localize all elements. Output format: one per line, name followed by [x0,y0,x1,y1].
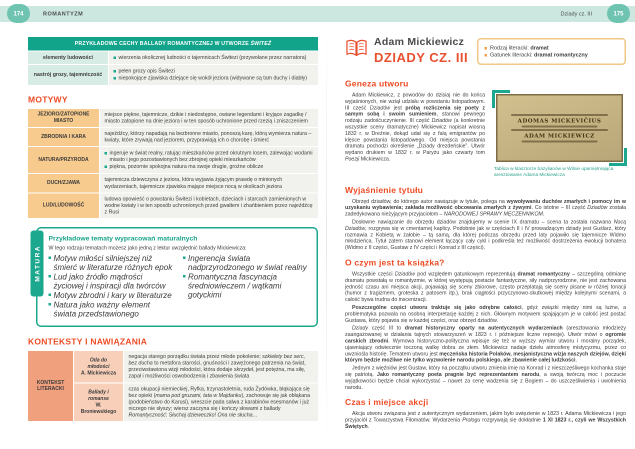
matura-topics [49,254,309,320]
author-name: Adam Mickiewicz [374,36,465,48]
plaque-engraving-line [511,129,608,131]
paragraph: Akcja utworu związana jest z autentycznym wydarzeniem, jakim było uwięzienie w 1823 r. Adama Mickiewicza i jego przyjaciół z Towarzystwa Filomatów. Wydarzenia Prologu rozgrywają się dokładnie 1 XI 1823 r., czyli we Wszystkich Świętych. [345,410,626,430]
matura-intro: W tego rodzaju tematach możesz jako jedną z lektur uwzględnić ballady Mickiewicza: [48,245,247,251]
section-label-left: ROMANTYZM [43,11,84,17]
section-heading: Wyjaśnienie tytułu [345,185,424,195]
bullet-icon [114,70,117,73]
paragraph: Wszystkie części Dziadów pod względem gatunkowym reprezentują dramat romantyczny – szczególną odmianę dramatu powstałą w romantyzmie, w której występują postacie fantastyczne, siły nadprzyrodzone, nie jest zachowana jedność czasu ani miejsca akcji, pojawiają się sceny zbiorowe, często przeplatają się sceny pisane w różnej tonacji (humor z tragizmem, groteska z patosem itp.), brak ciągłości przyczynowo-skutkowej między kolejnymi scenami, a całość bywa trudna do inscenizacji. [345,271,626,303]
figure [493,92,626,178]
info-value: dramat romantyczny [534,52,588,58]
page-gutter [326,22,327,449]
memorial-plaque-image [496,94,623,162]
table-row-value [109,52,318,65]
page-number-left: 174 [7,4,30,23]
section-czas [345,398,626,430]
motifs-heading: MOTYWY [28,94,68,105]
bullet-icon [114,57,117,60]
info-label: Gatunek literacki: [490,52,535,58]
topic-text: Ingerencja świata nadprzyrodzonego w świat realny [188,254,307,272]
motif-text [100,147,318,173]
matura-tab [31,231,44,297]
work-header [345,35,626,72]
work-title: DZIADY CZ. III [374,50,469,65]
section-tytul [345,185,626,251]
ballad-features-table [28,37,318,85]
topic-text: Lud jako źródło mądrości życiowej i inspiracji dla twórców [53,273,166,291]
section-label-right: Dziady cz. III [560,11,592,17]
plaque-engraving-line [522,125,598,127]
bullet-text: niepokojące zjawiska dziejące się wokół jeziora (widywane są tam duchy i diabły) [118,75,308,82]
context-description: negacja starego porządku świata przez młode pokolenie; szkielety bez serc, bez ducha to metafora starości, gnuśności i zawężonego patrzenia na świat, przeciwstawiona wizji młodości, która dodaje skrzydeł, jest potężna, ma siłę, zapał i możliwości oswobodzenia i zbawienia świata [124,351,318,382]
matura-topics-left [49,254,175,320]
page-number-right: 175 [607,4,630,23]
open-book-icon [345,38,368,61]
bullet-icon [49,275,52,278]
motif-text: ludowa opowieść o powstaniu Świtezi i kobietach, dzieciach i starcach zamienionych w wodne kwiaty i w ten sposób uchronionych przed gwałtem i zhańbieniem przez najeźdźcę z Rusi [100,193,318,218]
motif-label: DUCH/ZJAWA [28,174,99,192]
motif-label: ZBRODNIA I KARA [28,128,99,146]
section-heading: O czym jest ta książka? [345,258,445,268]
motif-label: JEZIORO/ZATOPIONE MIASTO [28,109,99,127]
bullet-icon [485,54,488,57]
bullet-text: pełen grozy opis Świtezi [118,68,175,75]
table-row-label: elementy ludowości [28,52,108,65]
info-label: Rodzaj literacki: [490,45,531,51]
plaque-name-lt: ADOMAS MICKEVIČIUS [517,117,602,124]
context-work [74,383,123,421]
frame-bracket-icon [609,148,627,166]
topic-text: Natura jako ważny element świata przedstawionego [53,301,150,319]
bullet-text: wierzenia okolicznej ludności o tajemnicach Świtezi (przywołane przez narratora) [118,54,307,61]
info-text [490,52,588,58]
info-line [485,52,619,58]
paragraph: Dosłowne nawiązanie do obrzędu dziadów znajdujemy w scenie IX dramatu – scena ta została nazwana Nocą Dziadów, rozgrywa się w cmentarnej kaplicy. Podobnie jak w częściach II i IV prowadzącym dziady jest Guślarz, który rozmawia z Kobietą w żałobie – tą samą, dla której podczas obrzędu przed laty pojawiło się tajemnicze Widmo młodzieńca. Tytuł zatem stanowi element łączący cały cykl i podkreśla też możliwość dostrzeżenia ewolucji bohatera (Widmo z II części, Gustaw z IV części i Konrad z III części). [345,219,626,251]
motifs-table [28,109,318,218]
table-row-label: nastrój grozy, tajemniczość [28,65,108,85]
bullet-text: ingeruje w świat realny, ratując mieszkańców przed okrutnym losem, zalewając wodami miasto i jego pozostawionych bez zbrojnej opieki mieszkańców [109,150,313,163]
matura-topics-right [183,254,309,320]
bullet-icon [49,257,52,260]
bullet-icon [105,152,108,155]
frame-bracket-icon [492,90,510,108]
context-description: czas okupacji niemieckiej, Ryfka, trzynastoletnia, ruda Żydówka, błąkająca się bez opieki (mama pod gruzami, tata w Majdanku), zachowuje się jak obłąkana (podobieństwo do Karusi), wreszcie pada salwa z karabinów esesmanów i już niczego nie słyszy; wiersz zaczyna się i kończy słowami z ballady Romantyczność: Słuchaj dzieweczko! Ona nie słucha… [124,383,318,421]
ballad-title-work: ŚWITEŹ [250,40,272,47]
context-work [74,351,123,382]
motif-text: tajemnicza dziewczyna z jeziora, która wyjawia żyjącym prawdę o minionych wydarzeniach, tajemnicze zjawiska mające miejsce nocą w okolicach jeziora [100,174,318,192]
bullet-text: piękna, pozornie spokojna natura ma swoje drugie, groźne oblicze [109,163,264,170]
bullet-icon [49,294,52,297]
bullet-icon [183,275,186,278]
section-o-czym [345,258,626,391]
table-row-value [109,65,318,85]
work-title: Ballady i romanse [88,389,109,402]
context-category: KONTEKST LITERACKI [28,351,73,421]
matura-tab-label: MATURA [33,245,41,282]
work-title: Oda do młodości [87,357,110,370]
bullet-icon [49,303,52,306]
genre-info-box [477,38,626,65]
section-heading: Geneza utworu [345,79,409,89]
motif-label: NATURA/PRZYRODA [28,147,99,173]
topic-text: Motyw zbrodni i kary w literaturze [53,291,172,300]
motif-label: LUD/LUDOWOŚĆ [28,193,99,218]
motif-text: miejsce piękne, tajemnicze, dzikie i niedostępne, owiane legendami i kryjące zagadkę / miasto zatopione na dnie jeziora i w ten sposób uchronione przed rzezią i zniszczeniem [100,109,318,127]
work-author: W. Broniewskiego [80,402,117,415]
paragraph: Obrzęd dziadów, do którego autor nawiązuje w tytule, polega na wywoływaniu duchów zmarłych i pomocy im w uzyskaniu wybawienia; zakłada możliwość obcowania zmarłych z żywymi. Co istotne – III część Dziadów została zadedykowana nieżyjącym przyjaciołom – NARODOWEJ SPRAWY MĘCZENNIKOM. [345,198,626,218]
paragraph: Jednym z więźniów jest Gustaw, który na początku utworu zmienia imię na Konrad i z nieszczęśliwego kochanka staje się patriotą. Jako romantyczny poeta pragnie być reprezentantem narodu, a swoją twórczą moc i poczucie wyjątkowości będzie chciał wykorzystać – nawet za cenę wadzenia się z Bogiem – do uszczęśliwienia i uwolnienia narodu. [345,365,627,391]
section-heading: Czas i miejsce akcji [345,397,429,408]
motif-text: najeźdźcy, którzy napadają na bezbronne miasto, ponoszą karę, którą wymierza natura – kwiaty, które zrywają nad jeziorem, przyprawiają ich o chorobę i śmierć [100,128,318,146]
info-value: dramat [530,45,549,51]
left-page [28,37,318,421]
plaque-name-pl: ADAM MICKIEWICZ [524,132,595,139]
plaque-engraving-line [511,114,608,116]
running-head [0,6,635,22]
right-page [345,35,626,431]
paragraph: Poszczególne części utworu traktuje się jako odrębne całości, gdyż związki między nimi są luźne, a problematyka pozwala na osobną interpretację każdej z nich. Głównym motywem spajającym je w całość jest postać Gustawa, który pojawia się w każdej części, oraz obrzęd dziadów. [345,304,626,324]
topic-text: Romantyczna fascynacja średniowieczem / wątkami gotyckimi [188,273,282,300]
matura-title: Przykładowe tematy wypracowań maturalnych [48,234,198,242]
work-author: A. Mickiewicza [80,370,117,376]
matura-box [33,227,318,327]
section-geneza [345,79,626,178]
info-line [485,45,619,51]
contexts-table [28,351,318,421]
info-text [490,45,549,51]
paragraph: Dziady część III to dramat historyczny oparty na autentycznych wydarzeniach (aresztowania młodzieży zaangażowanej w działania tajnych stowarzyszeń w 1823 r. i późniejsze liczne represje). Utwór mówi o ogromie carskich zbrodni. Wymowa historyczno-polityczna wpisuje się też w wyższy wymiar utworu i moralny porządek, ujawniający odwiecznie toczoną walkę dobra ze złem. Mickiewicz nadaje dziełu atmosferę mistycyzmu, przez co uwzniośla historię. Tematem utworu jest męczeńska historia Polaków, mesjanistyczna wizja naszych dziejów, dzięki którym będzie możliwe nie tylko wyzwolenie narodu polskiego, ale zbawienie całej ludzkości. [345,325,626,364]
figure-caption: Tablica w klasztorze bazylianów w Wilnie upamiętniająca aresztowanie Adama Mickiewicza [494,166,614,178]
ballad-title-text: PRZYKŁADOWE CECHY BALLADY ROMANTYCZNEJ W UTWORZE [74,40,251,47]
contexts-heading: KONTEKSTY I NAWIĄZANIA [28,337,148,347]
paragraph: Adam Mickiewicz, z powodów do dzisiaj nie do końca wyjaśnionych, nie wziął udziału w powstaniu listopadowym. III część Dziadów jest próbą rozliczenia się poety z samym sobą i swoim sumieniem, stanowi pewnego rodzaju zadośćuczynienie. III część Dziadów (a konkretnie wszystkie sceny dramatyczne) Mickiewicz napisał wiosną 1832 r. w Dreźnie, dokąd udał się z falą emigrantów po klęsce powstania listopadowego. Od miejsca powstania dramatu pochodzi określenie „Dziady drezdeńskie”. Utwór wydano drukiem w 1832 r. w Paryżu jako czwarty tom Poezji Mickiewicza. [345,92,485,162]
bullet-icon [485,47,488,50]
plaque-engraving-line [522,140,598,142]
bullet-icon [114,77,117,80]
bullet-icon [183,257,186,260]
ballad-table-title [28,37,318,51]
topic-text: Motyw miłości silniejszej niż śmierć w literaturze różnych epok [53,254,173,272]
bullet-icon [105,166,108,169]
